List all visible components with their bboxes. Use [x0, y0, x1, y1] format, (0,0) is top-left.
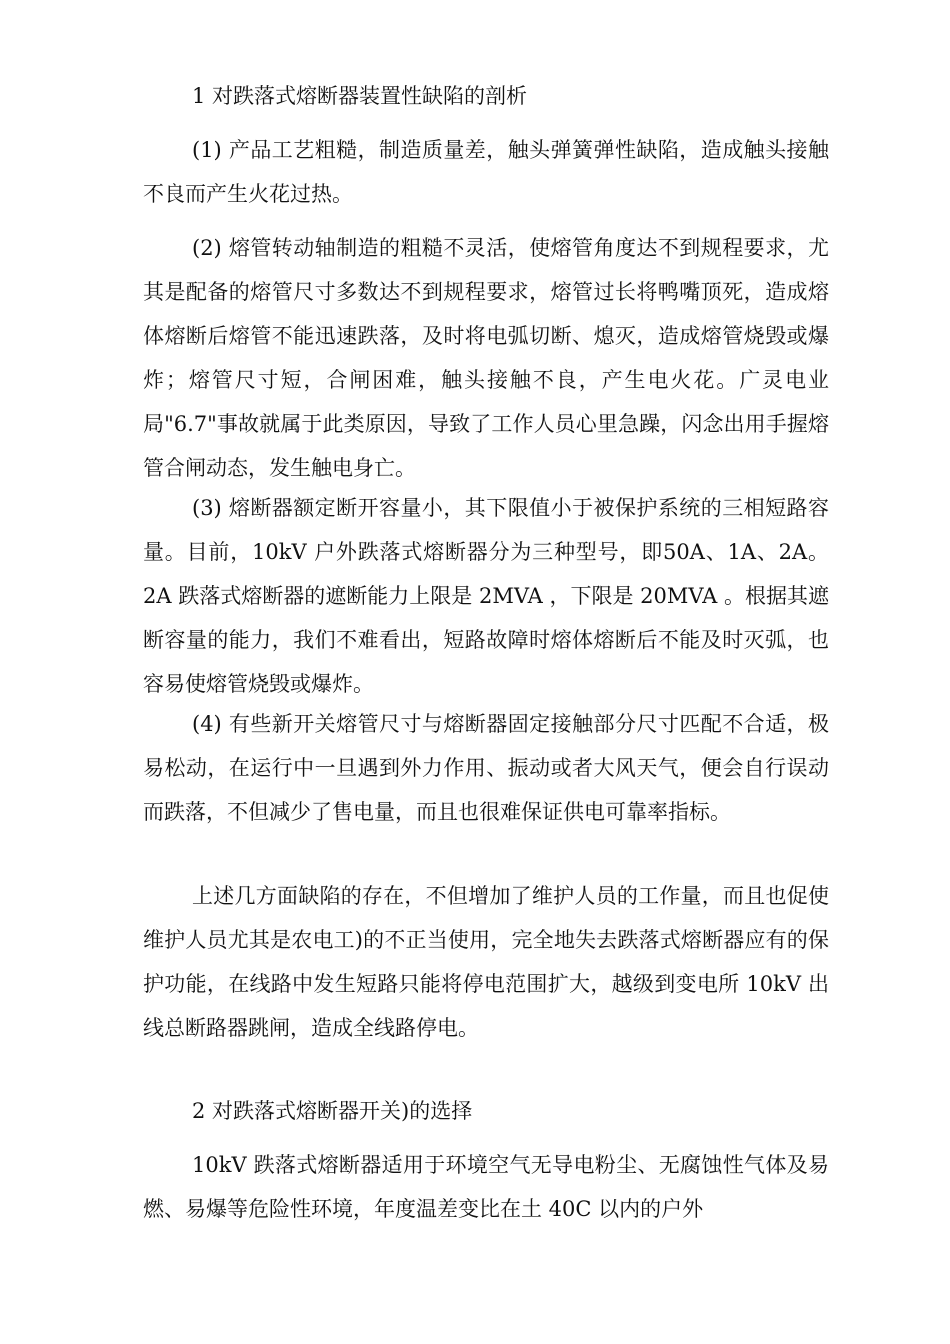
paragraph-3: (3) 熔断器额定断开容量小，其下限值小于被保护系统的三相短路容量。目前，10kV 户外跌落式熔断器分为三种型号，即50A、1A、2A。2A 跌落式熔断器的遮断能力上限是 2MVA ，下限是 20MVA 。根据其遮断容量的能力，我们不难看出，短路故障时熔体熔断后不能及时灭弧，也容易使熔管烧毁或爆炸。 — [143, 496, 829, 696]
paragraph-5: 上述几方面缺陷的存在，不但增加了维护人员的工作量，而且也促使维护人员尤其是农电工)的不正当使用，完全地失去跌落式熔断器应有的保护功能，在线路中发生短路只能将停电范围扩大，越级到变电所 10kV 出线总断路器跳闸，造成全线路停电。 — [143, 884, 829, 1040]
paragraph-6: 10kV 跌落式熔断器适用于环境空气无导电粉尘、无腐蚀性气体及易燃、易爆等危险性环境，年度温差变比在土 40C 以内的户外 — [143, 1153, 829, 1221]
paragraph-2: (2) 熔管转动轴制造的粗糙不灵活，使熔管角度达不到规程要求，尤其是配备的熔管尺寸多数达不到规程要求，熔管过长将鸭嘴顶死，造成熔体熔断后熔管不能迅速跌落，及时将电弧切断、熄灭，造成熔管烧毁或爆炸；熔管尺寸短，合闸困难，触头接触不良，产生电火花。广灵电业局"6.7"事故就属于此类原因，导致了工作人员心里急躁，闪念出用手握熔管合闸动态，发生触电身亡。 — [143, 236, 829, 480]
section2-heading: 2 对跌落式熔断器开关)的选择 — [192, 1099, 473, 1123]
paragraph-1: (1) 产品工艺粗糙，制造质量差，触头弹簧弹性缺陷，造成触头接触不良而产生火花过热。 — [143, 138, 829, 206]
paragraph-4: (4) 有些新开关熔管尺寸与熔断器固定接触部分尺寸匹配不合适，极易松动，在运行中一旦遇到外力作用、振动或者大风天气，便会自行误动而跌落，不但减少了售电量，而且也很难保证供电可靠率指标。 — [143, 712, 829, 824]
section1-heading: 1 对跌落式熔断器装置性缺陷的剖析 — [192, 84, 528, 108]
